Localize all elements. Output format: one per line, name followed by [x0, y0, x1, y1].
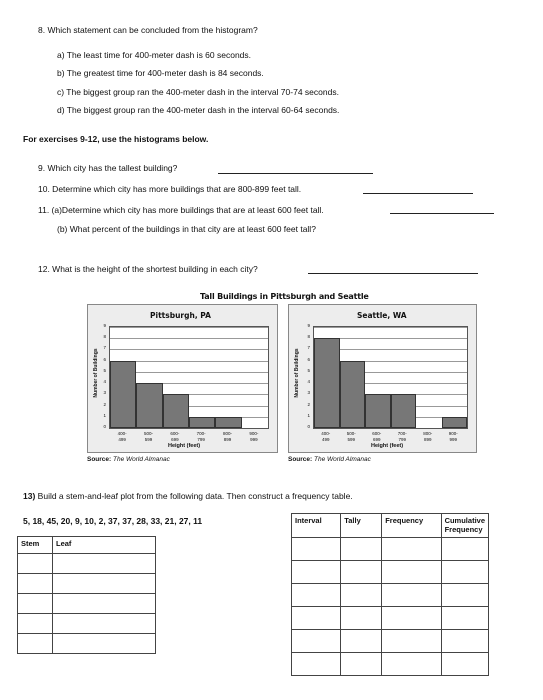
tally-cell[interactable]	[341, 584, 382, 607]
y-tick-label: 2	[307, 401, 310, 407]
frequency-cell[interactable]	[382, 607, 441, 630]
plot-area	[313, 326, 468, 429]
source-seattle	[288, 456, 371, 463]
histogram-bar	[442, 417, 468, 428]
histogram-bar	[136, 383, 162, 428]
x-tick-line: 800-	[222, 431, 232, 436]
y-tick-label: 8	[307, 334, 310, 340]
table-row	[292, 607, 489, 630]
cumulative-cell[interactable]	[441, 538, 488, 561]
stem-leaf-table	[17, 536, 156, 654]
interval-cell[interactable]	[292, 584, 341, 607]
histogram-bar	[163, 394, 189, 428]
x-tick-label	[341, 431, 361, 442]
cumulative-cell[interactable]	[441, 584, 488, 607]
histogram-seattle	[288, 304, 477, 453]
x-tick-line: 599	[144, 436, 153, 442]
y-tick-label: 4	[103, 379, 106, 385]
histogram-bar	[391, 394, 417, 428]
x-tick-line: 500-	[143, 431, 153, 436]
answer-line-12[interactable]	[308, 273, 478, 274]
x-tick-line: 999	[449, 436, 457, 442]
answer-line-9[interactable]	[218, 173, 373, 174]
y-tick-label: 2	[103, 401, 106, 407]
x-tick-line: 700-	[397, 431, 407, 436]
y-axis-label: Number of Buildings	[93, 348, 99, 398]
y-tick-label: 8	[103, 334, 106, 340]
interval-cell[interactable]	[292, 607, 341, 630]
gridline	[110, 327, 268, 328]
stem-header: Stem	[18, 537, 53, 554]
gridline	[314, 327, 467, 328]
table-row	[18, 594, 156, 614]
q8-option-d: d) The biggest group ran the 400-meter dash in the interval 60-64 seconds.	[57, 105, 340, 115]
x-tick-label	[316, 431, 336, 442]
cumulative-cell[interactable]	[441, 630, 488, 653]
gridline	[110, 338, 268, 339]
question-9: 9. Which city has the tallest building?	[38, 163, 178, 173]
x-tick-line: 800-	[423, 431, 433, 436]
leaf-cell[interactable]	[53, 614, 156, 634]
chart-title: Seattle, WA	[357, 311, 407, 320]
question-11b: (b) What percent of the buildings in that city are at least 600 feet tall?	[57, 224, 316, 234]
x-axis-label: Height (feet)	[168, 443, 201, 449]
x-tick-line: 999	[250, 436, 258, 442]
x-tick-line: 700-	[196, 431, 206, 436]
y-tick-label: 1	[307, 412, 310, 418]
x-tick-line: 799	[197, 436, 205, 442]
y-tick-label: 6	[103, 356, 106, 362]
y-tick-label: 3	[307, 390, 310, 396]
cumulative-frequency-header: Cumulative Frequency	[441, 514, 488, 538]
question-text: Build a stem-and-leaf plot from the following data. Then construct a frequency table.	[37, 491, 353, 501]
question-number: 13)	[23, 491, 36, 501]
y-tick-label: 3	[103, 390, 106, 396]
data-set: 5, 18, 45, 20, 9, 10, 2, 37, 37, 28, 33, 21, 27, 11	[23, 516, 203, 526]
stem-cell[interactable]	[18, 554, 53, 574]
figure-title: Tall Buildings in Pittsburgh and Seattle	[200, 292, 369, 301]
y-tick-label: 7	[307, 345, 310, 351]
table-row	[18, 574, 156, 594]
interval-header: Interval	[292, 514, 341, 538]
source-label: Source:	[87, 456, 112, 463]
y-tick-label: 5	[307, 367, 310, 373]
table-row	[18, 634, 156, 654]
x-tick-line: 900-	[448, 431, 458, 436]
leaf-header: Leaf	[53, 537, 156, 554]
x-tick-line: 600-	[170, 431, 180, 436]
frequency-cell[interactable]	[382, 653, 441, 676]
histogram-bar	[110, 361, 136, 428]
x-tick-label	[244, 431, 264, 442]
cumulative-cell[interactable]	[441, 607, 488, 630]
frequency-cell[interactable]	[382, 561, 441, 584]
tally-cell[interactable]	[341, 538, 382, 561]
x-tick-line: 600-	[372, 431, 382, 436]
x-tick-line: 699	[171, 436, 179, 442]
y-tick-label: 7	[103, 345, 106, 351]
x-tick-line: 699	[372, 436, 381, 442]
y-tick-label: 5	[103, 367, 106, 373]
histogram-bar	[314, 338, 340, 428]
source-pittsburgh	[87, 456, 170, 463]
source-text: The World Almanac	[314, 456, 371, 463]
stem-cell[interactable]	[18, 614, 53, 634]
table-row	[292, 653, 489, 676]
histogram-bar	[340, 361, 366, 428]
y-tick-label: 9	[103, 323, 106, 328]
leaf-cell[interactable]	[53, 554, 156, 574]
histogram-bar	[215, 417, 241, 428]
x-tick-line: 899	[423, 436, 432, 442]
frequency-header: Frequency	[382, 514, 441, 538]
gridline	[110, 349, 268, 350]
x-tick-line: 499	[321, 436, 330, 442]
table-row	[292, 630, 489, 653]
x-tick-label	[218, 431, 238, 442]
x-tick-line: 400-	[321, 431, 331, 436]
table-row	[18, 614, 156, 634]
y-tick-label: 9	[307, 323, 310, 328]
tally-cell[interactable]	[341, 607, 382, 630]
x-tick-line: 899	[223, 436, 232, 442]
answer-line-11a[interactable]	[390, 213, 494, 214]
y-tick-label: 4	[307, 379, 310, 385]
leaf-cell[interactable]	[53, 574, 156, 594]
table-row	[292, 538, 489, 561]
x-tick-label	[418, 431, 438, 442]
y-tick-label: 1	[103, 412, 106, 418]
table-row	[18, 554, 156, 574]
x-tick-label	[367, 431, 387, 442]
chart-title: Pittsburgh, PA	[150, 311, 211, 320]
stem-cell[interactable]	[18, 574, 53, 594]
x-tick-line: 799	[398, 436, 406, 442]
cumulative-cell[interactable]	[441, 561, 488, 584]
table-row	[292, 584, 489, 607]
plot-area	[109, 326, 269, 429]
leaf-cell[interactable]	[53, 594, 156, 614]
interval-cell[interactable]	[292, 653, 341, 676]
x-tick-label	[443, 431, 463, 442]
x-tick-label	[112, 431, 132, 442]
histogram-bar	[189, 417, 215, 428]
source-label: Source:	[288, 456, 313, 463]
cumulative-cell[interactable]	[441, 653, 488, 676]
question-10: 10. Determine which city has more buildings that are 800-899 feet tall.	[38, 184, 302, 194]
exercises-intro: For exercises 9-12, use the histograms below.	[23, 134, 209, 144]
y-tick-label: 0	[103, 424, 106, 429]
question-13	[23, 491, 353, 502]
histogram-pittsburgh	[87, 304, 278, 453]
x-tick-line: 500-	[346, 431, 356, 436]
y-tick-label: 0	[307, 424, 310, 429]
q8-option-c: c) The biggest group ran the 400-meter dash in the interval 70-74 seconds.	[57, 87, 339, 97]
tally-cell[interactable]	[341, 561, 382, 584]
interval-cell[interactable]	[292, 630, 341, 653]
question-11a: 11. (a)Determine which city has more buildings that are at least 600 feet tall.	[38, 205, 324, 215]
source-text: The World Almanac	[113, 456, 170, 463]
tally-header: Tally	[341, 514, 382, 538]
frequency-cell[interactable]	[382, 630, 441, 653]
tally-cell[interactable]	[341, 653, 382, 676]
x-tick-line: 499	[118, 436, 126, 442]
histogram-bar	[365, 394, 391, 428]
x-tick-label	[165, 431, 185, 442]
answer-line-10[interactable]	[363, 193, 473, 194]
x-tick-label	[392, 431, 412, 442]
x-tick-line: 900-	[249, 431, 259, 436]
question-8: 8. Which statement can be concluded from the histogram?	[38, 25, 258, 35]
q8-option-a: a) The least time for 400-meter dash is 60 seconds.	[57, 50, 252, 60]
x-tick-label	[139, 431, 159, 442]
leaf-cell[interactable]	[53, 634, 156, 654]
stem-cell[interactable]	[18, 594, 53, 614]
y-tick-label: 6	[307, 356, 310, 362]
stem-cell[interactable]	[18, 634, 53, 654]
y-axis-label: Number of Buildings	[294, 348, 300, 398]
x-tick-line: 599	[347, 436, 355, 442]
q8-option-b: b) The greatest time for 400-meter dash is 84 seconds.	[57, 68, 264, 78]
tally-cell[interactable]	[341, 630, 382, 653]
frequency-table	[291, 513, 489, 676]
frequency-cell[interactable]	[382, 538, 441, 561]
table-row	[292, 561, 489, 584]
x-tick-label	[191, 431, 211, 442]
question-12: 12. What is the height of the shortest building in each city?	[38, 264, 258, 274]
x-tick-line: 400-	[117, 431, 127, 436]
x-axis-label: Height (feet)	[371, 443, 404, 449]
interval-cell[interactable]	[292, 561, 341, 584]
interval-cell[interactable]	[292, 538, 341, 561]
frequency-cell[interactable]	[382, 584, 441, 607]
